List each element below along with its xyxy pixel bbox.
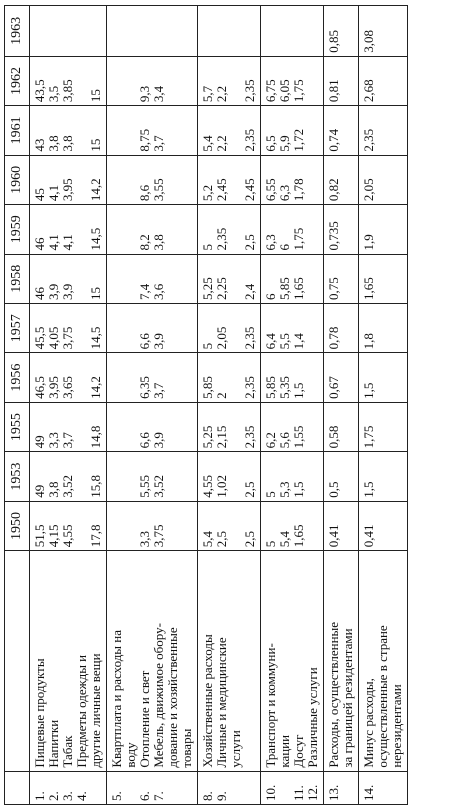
value-cell	[198, 6, 261, 57]
row-number: 14.	[359, 771, 408, 804]
value-cell: 5 5,3 1,5	[261, 452, 324, 501]
value-cell: 0,81	[324, 56, 359, 105]
year-header: 1957	[5, 303, 30, 352]
table-row	[324, 6, 359, 805]
value-cell: 0,82	[324, 155, 359, 204]
value-cell: 1,5	[359, 452, 408, 501]
value-cell: 46 4,1 4,1 14,5	[30, 205, 107, 254]
row-number: 13.	[324, 771, 359, 804]
value-cell: 1,65	[359, 254, 408, 303]
value-cell: 2,05	[359, 155, 408, 204]
row-number: 5. 6. 7.	[107, 771, 198, 804]
value-cell: 5,85 5,35 1,5	[261, 353, 324, 402]
value-cell: 45,5 4,05 3,75 14,5	[30, 303, 107, 352]
value-cell: 2,35	[359, 106, 408, 155]
row-number: 10. 11. 12.	[261, 771, 324, 804]
value-cell: 0,67	[324, 353, 359, 402]
row-label: Хозяйственные расходы Личные и медицинские услуги	[198, 551, 261, 771]
value-cell	[261, 6, 324, 57]
table-row	[30, 6, 107, 805]
value-cell: 3,08	[359, 6, 408, 57]
value-cell: 43,5 3,5 3,85 15	[30, 56, 107, 105]
value-cell: 5,85 2 2,35	[198, 353, 261, 402]
table-row	[359, 6, 408, 805]
header-num-cell	[5, 771, 30, 804]
value-cell: 6,4 5,5 1,4	[261, 303, 324, 352]
value-cell: 45 4,1 3,95 14,2	[30, 155, 107, 204]
year-header: 1963	[5, 6, 30, 57]
expenditure-table	[4, 5, 408, 805]
value-cell: 9,3 3,4	[107, 56, 198, 105]
value-cell: 0,75	[324, 254, 359, 303]
value-cell: 1,9	[359, 205, 408, 254]
value-cell: 6,55 6,3 1,78	[261, 155, 324, 204]
value-cell: 1,75	[359, 402, 408, 451]
table-row	[198, 6, 261, 805]
year-header: 1962	[5, 56, 30, 105]
year-header: 1960	[5, 155, 30, 204]
value-cell: 6,6 3,9	[107, 402, 198, 451]
value-cell: 51,5 4,15 4,55 17,8	[30, 501, 107, 550]
value-cell: 0,58	[324, 402, 359, 451]
value-cell: 6,75 6,05 1,75	[261, 56, 324, 105]
value-cell: 7,4 3,6	[107, 254, 198, 303]
value-cell: 0,85	[324, 6, 359, 57]
value-cell: 8,75 3,7	[107, 106, 198, 155]
value-cell: 2,68	[359, 56, 408, 105]
value-cell: 6,35 3,7	[107, 353, 198, 402]
value-cell: 5,7 2,2 2,35	[198, 56, 261, 105]
year-header: 1958	[5, 254, 30, 303]
value-cell: 5,25 2,15 2,35	[198, 402, 261, 451]
table-row	[107, 6, 198, 805]
value-cell: 1,8	[359, 303, 408, 352]
value-cell: 0,735	[324, 205, 359, 254]
value-cell: 5,55 3,52	[107, 452, 198, 501]
year-header: 1961	[5, 106, 30, 155]
value-cell: 6,5 5,9 1,72	[261, 106, 324, 155]
year-header: 1953	[5, 452, 30, 501]
year-header-row	[5, 6, 30, 805]
value-cell: 49 3,8 3,52 15,8	[30, 452, 107, 501]
value-cell: 5 2,05 2,35	[198, 303, 261, 352]
value-cell: 1,5	[359, 353, 408, 402]
value-cell: 6 5,85 1,65	[261, 254, 324, 303]
header-name-cell	[5, 551, 30, 771]
value-cell: 0,5	[324, 452, 359, 501]
table-row	[261, 6, 324, 805]
row-label: Пищевые продукты Напитки Табак Предметы одежды и другие личные вещи	[30, 551, 107, 771]
row-label: Квартплата и расходы на воду Отопление и свет Мебель, движимое обору- дование и хозяйственные товары	[107, 551, 198, 771]
value-cell	[30, 6, 107, 57]
year-header: 1956	[5, 353, 30, 402]
value-cell: 49 3,3 3,7 14,8	[30, 402, 107, 451]
row-label: Расходы, осуществленные за границей резидентами	[324, 551, 359, 771]
row-label: Минус расходы, осуществленные в стране нерезидентами	[359, 551, 408, 771]
value-cell: 6,6 3,9	[107, 303, 198, 352]
row-number: 1. 2. 3. 4.	[30, 771, 107, 804]
row-label: Транспорт и коммуни- кации Досуг Различные услуги	[261, 551, 324, 771]
value-cell: 0,41	[324, 501, 359, 550]
value-cell: 0,74	[324, 106, 359, 155]
value-cell: 43 3,8 3,8 15	[30, 106, 107, 155]
value-cell: 4,55 1,02 2,5	[198, 452, 261, 501]
value-cell: 5,4 2,2 2,35	[198, 106, 261, 155]
value-cell: 8,6 3,55	[107, 155, 198, 204]
value-cell: 5,4 2,5 2,5	[198, 501, 261, 550]
value-cell: 5,2 2,45 2,45	[198, 155, 261, 204]
row-number: 8. 9.	[198, 771, 261, 804]
value-cell: 6,3 6 1,75	[261, 205, 324, 254]
value-cell: 5,25 2,25 2,4	[198, 254, 261, 303]
year-header: 1950	[5, 501, 30, 550]
value-cell: 5 5,4 1,65	[261, 501, 324, 550]
value-cell: 6,2 5,6 1,55	[261, 402, 324, 451]
value-cell	[107, 6, 198, 57]
value-cell: 3,3 3,75	[107, 501, 198, 550]
value-cell: 8,2 3,8	[107, 205, 198, 254]
year-header: 1955	[5, 402, 30, 451]
value-cell: 0,78	[324, 303, 359, 352]
value-cell: 0,41	[359, 501, 408, 550]
value-cell: 46 3,9 3,9 15	[30, 254, 107, 303]
value-cell: 46,5 3,95 3,65 14,2	[30, 353, 107, 402]
year-header: 1959	[5, 205, 30, 254]
value-cell: 5 2,35 2,5	[198, 205, 261, 254]
